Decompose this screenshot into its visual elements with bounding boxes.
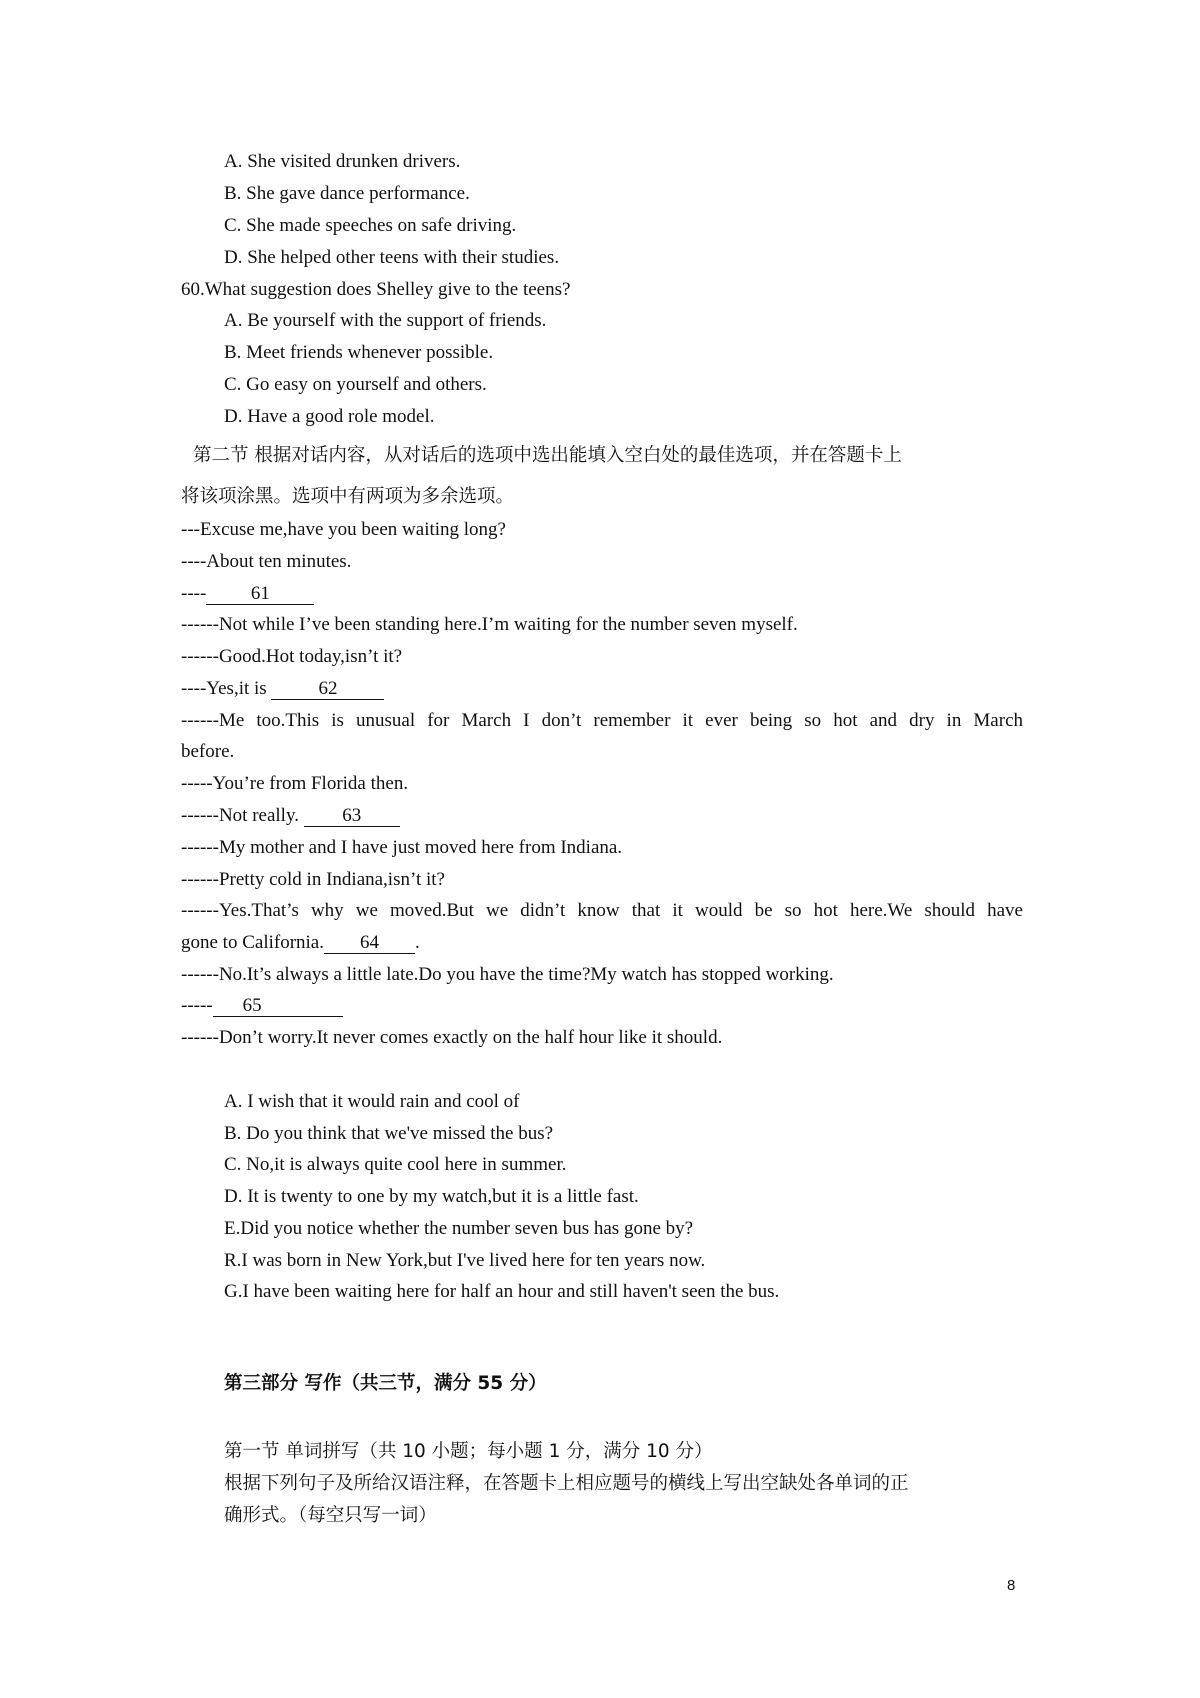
dialogue-line-11: ------Pretty cold in Indiana,isn’t it? xyxy=(181,869,445,890)
dialogue-line-14 xyxy=(181,994,343,1018)
dialogue-line-9 xyxy=(181,804,400,828)
q60-question: 60.What suggestion does Shelley give to the teens? xyxy=(181,279,571,300)
dialogue-text: gone to California. xyxy=(181,932,324,953)
dialogue-line-10: ------My mother and I have just moved here from Indiana. xyxy=(181,837,623,858)
dialogue-line-12b xyxy=(181,931,420,955)
choice-b: B. Do you think that we've missed the bus? xyxy=(224,1123,554,1144)
choice-g: G.I have been waiting here for half an hour and still haven't seen the bus. xyxy=(224,1281,780,1302)
dialogue-line-7a: ------Me too.This is unusual for March I don’t remember it ever being so hot and dry in March xyxy=(181,710,1023,731)
q60-option-c: C. Go easy on yourself and others. xyxy=(224,374,487,395)
dialogue-prefix: ------Not really. xyxy=(181,805,304,826)
page-number: 8 xyxy=(1007,1577,1016,1594)
dialogue-period: . xyxy=(415,932,420,953)
part3-title: 第三部分 写作（共三节，满分 55 分） xyxy=(224,1373,547,1394)
blank-65: 65 xyxy=(213,996,343,1017)
section2-heading-line2: 将该项涂黑。选项中有两项为多余选项。 xyxy=(181,486,515,507)
choice-e: E.Did you notice whether the number seven bus has gone by? xyxy=(224,1218,694,1239)
part3-section1-title: 第一节 单词拼写（共 10 小题；每小题 1 分，满分 10 分） xyxy=(224,1441,713,1462)
choice-c: C. No,it is always quite cool here in summer. xyxy=(224,1154,567,1175)
section2-heading-line1: 第二节 根据对话内容，从对话后的选项中选出能填入空白处的最佳选项，并在答题卡上 xyxy=(193,445,902,466)
blank-64: 64 xyxy=(324,933,415,954)
blank-61: 61 xyxy=(206,584,314,605)
q60-option-d: D. Have a good role model. xyxy=(224,406,435,427)
dialogue-prefix: ---- xyxy=(181,583,207,604)
choice-r: R.I was born in New York,but I've lived here for ten years now. xyxy=(224,1250,706,1271)
dialogue-line-15: ------Don’t worry.It never comes exactly on the half hour like it should. xyxy=(181,1027,723,1048)
q59-option-b: B. She gave dance performance. xyxy=(224,183,470,204)
blank-62: 62 xyxy=(271,679,384,700)
dialogue-line-4: ------Not while I’ve been standing here.I’m waiting for the number seven myself. xyxy=(181,614,798,635)
dialogue-line-7b: before. xyxy=(181,741,235,762)
q59-option-c: C. She made speeches on safe driving. xyxy=(224,215,517,236)
dialogue-line-12a: ------Yes.That’s why we moved.But we didn’t know that it would be so hot here.We should have xyxy=(181,900,1023,921)
dialogue-line-6 xyxy=(181,677,384,701)
blank-63: 63 xyxy=(304,806,400,827)
q60-option-a: A. Be yourself with the support of friends. xyxy=(224,310,547,331)
part3-instruction-line1: 根据下列句子及所给汉语注释，在答题卡上相应题号的横线上写出空缺处各单词的正 xyxy=(224,1473,909,1494)
q59-option-d: D. She helped other teens with their studies. xyxy=(224,247,560,268)
dialogue-line-3 xyxy=(181,582,314,606)
dialogue-line-1: ---Excuse me,have you been waiting long? xyxy=(181,519,506,540)
q60-option-b: B. Meet friends whenever possible. xyxy=(224,342,494,363)
q59-option-a: A. She visited drunken drivers. xyxy=(224,151,461,172)
dialogue-line-5: ------Good.Hot today,isn’t it? xyxy=(181,646,403,667)
dialogue-line-8: -----You’re from Florida then. xyxy=(181,773,409,794)
dialogue-line-2: ----About ten minutes. xyxy=(181,551,352,572)
part3-instruction-line2: 确形式。（每空只写一词） xyxy=(224,1505,437,1526)
dialogue-prefix: ----- xyxy=(181,995,213,1016)
dialogue-prefix: ----Yes,it is xyxy=(181,678,272,699)
dialogue-line-13: ------No.It’s always a little late.Do you have the time?My watch has stopped working. xyxy=(181,964,834,985)
choice-a: A. I wish that it would rain and cool of xyxy=(224,1091,520,1112)
choice-d: D. It is twenty to one by my watch,but it is a little fast. xyxy=(224,1186,639,1207)
